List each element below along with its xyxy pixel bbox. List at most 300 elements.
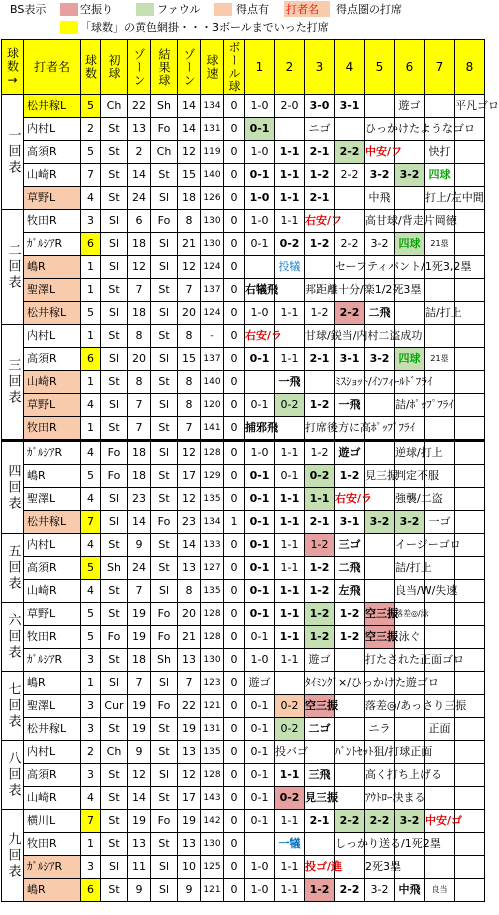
pitch-cell-6: 泳ぐ — [395, 626, 425, 649]
zone-2: 19 — [178, 810, 201, 833]
result-pitch: Sl — [151, 441, 178, 465]
pitch-count: 1 — [81, 325, 101, 348]
first-pitch: St — [101, 810, 128, 833]
ball-count: 0 — [224, 441, 245, 465]
result-pitch: Fo — [151, 626, 178, 649]
pitch-cell-3 — [305, 256, 335, 279]
pitch-cell-3: 2-1 — [305, 348, 335, 371]
speed: 131 — [201, 118, 224, 141]
pitch-cell-1: 0-1 — [245, 787, 275, 810]
zone-2: 8 — [178, 580, 201, 603]
pitch-cell-3: 三飛 — [305, 764, 335, 787]
pitch-cell-8 — [455, 856, 485, 879]
pitch-cell-2: 投犠 — [275, 256, 305, 279]
legend-swatch-strike — [60, 3, 78, 16]
table-body — [2, 95, 499, 902]
first-pitch: Sl — [101, 488, 128, 511]
first-pitch: Sl — [101, 856, 128, 879]
first-pitch: St — [101, 833, 128, 856]
ball-count: 0 — [224, 856, 245, 879]
table-row — [2, 810, 485, 833]
zone-2: 13 — [178, 557, 201, 580]
legend-foul: ファウル — [157, 3, 201, 16]
header-pitch-8: 8 — [455, 40, 485, 95]
pitch-cell-8 — [455, 672, 485, 695]
zone-1: 24 — [128, 557, 151, 580]
pitch-cell-5: 中飛 — [365, 187, 395, 210]
pitch-count: 5 — [81, 557, 101, 580]
pitch-cell-8 — [455, 488, 485, 511]
first-pitch: St — [101, 279, 128, 302]
first-pitch: Sl — [101, 233, 128, 256]
pitch-cell-1: 1-0 — [245, 649, 275, 672]
pitch-cell-3: 1-2 — [305, 557, 335, 580]
zone-1: 18 — [128, 233, 151, 256]
speed: 135 — [201, 488, 224, 511]
result-pitch: St — [151, 488, 178, 511]
pitch-cell-2: 1-1 — [275, 580, 305, 603]
result-pitch: St — [151, 325, 178, 348]
pitch-cell-3: 3-0 — [305, 95, 335, 118]
pitch-cell-3: ﾀｲﾐﾝｸﾞ×/ひっかけた遊ゴロ — [305, 672, 335, 695]
pitch-cell-3: 2-1 — [305, 187, 335, 210]
legend-batter: 打者名 — [286, 3, 319, 16]
pitch-cell-1: 0-1 — [245, 465, 275, 488]
table-row — [2, 279, 485, 302]
pitch-cell-3: 1-2 — [305, 233, 335, 256]
zone-2: 8 — [178, 371, 201, 394]
table-row — [2, 394, 485, 417]
pitch-cell-7 — [425, 626, 455, 649]
batter-name: 内村L — [24, 534, 81, 557]
ball-count: 0 — [224, 603, 245, 626]
legend-scoring-pos: 得点圏の打席 — [336, 3, 402, 16]
pitch-cell-6: 詰/打上 — [395, 557, 425, 580]
pitch-cell-3: 0-2 — [305, 465, 335, 488]
pitch-cell-1: 0-1 — [245, 603, 275, 626]
pitch-cell-3: 1-2 — [305, 164, 335, 187]
pitch-cell-4: 1-2 — [335, 626, 365, 649]
pitch-cell-8 — [455, 764, 485, 787]
zone-1: 19 — [128, 695, 151, 718]
pitch-cell-4: 一飛 — [335, 394, 365, 417]
pitch-cell-1: 0-1 — [245, 394, 275, 417]
zone-1: 7 — [128, 394, 151, 417]
result-pitch: Sl — [151, 764, 178, 787]
pitch-count: 4 — [81, 534, 101, 557]
pitch-cell-3: 1-2 — [305, 879, 335, 902]
zone-1: 14 — [128, 511, 151, 534]
header-count-arrow: 球数→ — [2, 40, 24, 95]
pitch-cell-4 — [335, 187, 365, 210]
pitch-cell-3: 右安/フ — [305, 210, 335, 233]
pitch-count: 3 — [81, 649, 101, 672]
pitch-cell-3: 2-1 — [305, 810, 335, 833]
batter-name: 山崎R — [24, 787, 81, 810]
ball-count: 0 — [224, 695, 245, 718]
pitch-cell-4 — [335, 695, 365, 718]
pitch-cell-3: 1-2 — [305, 394, 335, 417]
zone-2: 17 — [178, 787, 201, 810]
pitch-cell-7 — [425, 417, 455, 441]
batter-name: 山崎R — [24, 371, 81, 394]
first-pitch: Sl — [101, 210, 128, 233]
pitch-cell-7 — [425, 325, 455, 348]
inning-label: 一回表 — [2, 95, 24, 210]
zone-1: 14 — [128, 164, 151, 187]
batter-name: 高須R — [24, 141, 81, 164]
pitch-cell-1: 0-1 — [245, 741, 275, 764]
pitch-cell-4: 遊ゴ — [335, 441, 365, 465]
pitch-cell-2: 1-1 — [275, 348, 305, 371]
pitch-count: 3 — [81, 695, 101, 718]
pitch-cell-8: 平凡ゴロ — [455, 95, 485, 118]
result-pitch: Sl — [151, 348, 178, 371]
pitch-cell-1: 遊ゴ — [245, 672, 275, 695]
pitch-cell-1: 捕邪飛 — [245, 417, 275, 441]
pitch-cell-4: 1-2 — [335, 465, 365, 488]
header-pitch-7: 7 — [425, 40, 455, 95]
first-pitch: Fo — [101, 626, 128, 649]
result-pitch: Sh — [151, 649, 178, 672]
table-row — [2, 557, 485, 580]
pitch-cell-7: 正面 — [425, 718, 455, 741]
zone-2: 12 — [178, 441, 201, 465]
pitch-cell-7: 詰/打上 — [425, 302, 455, 325]
speed: 137 — [201, 348, 224, 371]
pitch-cell-2: 1-1 — [275, 649, 305, 672]
first-pitch: Sl — [101, 511, 128, 534]
pitch-cell-5: 空三振 — [365, 603, 395, 626]
pitch-count: 1 — [81, 279, 101, 302]
batter-name: 牧田R — [24, 833, 81, 856]
speed: 135 — [201, 580, 224, 603]
pitch-cell-5: 3-2 — [365, 511, 395, 534]
batter-name: 嶋R — [24, 256, 81, 279]
pitch-count: 1 — [81, 417, 101, 441]
zone-2: 12 — [178, 764, 201, 787]
pitch-cell-5: 空三振 — [365, 626, 395, 649]
pitch-cell-8 — [455, 279, 485, 302]
zone-1: 7 — [128, 672, 151, 695]
header-first-pitch: 初球 — [101, 40, 128, 95]
result-pitch: Fo — [151, 118, 178, 141]
pitch-cell-5: 二飛 — [365, 302, 395, 325]
pitch-cell-4: ﾊﾞﾝﾄｾｯﾄ狙/打球正面 — [335, 741, 365, 764]
zone-2: 14 — [178, 118, 201, 141]
ball-count: 0 — [224, 348, 245, 371]
pitch-cell-1: 1-0 — [245, 95, 275, 118]
batter-name: 山崎R — [24, 580, 81, 603]
ball-count: 0 — [224, 210, 245, 233]
pitch-cell-6: 3-2 — [395, 511, 425, 534]
zone-1: 19 — [128, 810, 151, 833]
pitch-cell-3: 1-2 — [305, 441, 335, 465]
pitch-count: 1 — [81, 371, 101, 394]
first-pitch: Ch — [101, 95, 128, 118]
pitch-count: 2 — [81, 118, 101, 141]
first-pitch: St — [101, 787, 128, 810]
first-pitch: St — [101, 164, 128, 187]
result-pitch: Fo — [151, 695, 178, 718]
pitch-cell-6: 良当/W/失速 — [395, 580, 425, 603]
table-row — [2, 626, 485, 649]
pitch-cell-1: 0-1 — [245, 764, 275, 787]
ball-count: 0 — [224, 672, 245, 695]
pitch-cell-4: 三ゴ — [335, 534, 365, 557]
pitch-cell-6: 3-2 — [395, 164, 425, 187]
pitch-cell-5: 3-2 — [365, 164, 395, 187]
pitch-cell-1: 0-1 — [245, 695, 275, 718]
zone-2: 15 — [178, 164, 201, 187]
zone-1: 19 — [128, 626, 151, 649]
zone-1: 8 — [128, 325, 151, 348]
speed: 125 — [201, 856, 224, 879]
pitch-cell-1: 右安/ラ — [245, 325, 275, 348]
pitch-count: 6 — [81, 879, 101, 902]
table-row — [2, 325, 485, 348]
result-pitch: Fo — [151, 210, 178, 233]
pitch-cell-3: 1-2 — [305, 603, 335, 626]
speed: 127 — [201, 557, 224, 580]
speed: 121 — [201, 879, 224, 902]
pitch-cell-7: 中安/ゴ — [425, 810, 455, 833]
batter-name: 横川L — [24, 810, 81, 833]
pitch-cell-2: 1-1 — [275, 187, 305, 210]
pitch-cell-4 — [335, 787, 365, 810]
zone-2: 13 — [178, 649, 201, 672]
speed: 130 — [201, 210, 224, 233]
zone-1: 8 — [128, 371, 151, 394]
speed: 123 — [201, 672, 224, 695]
pitch-cell-2: 1-1 — [275, 856, 305, 879]
batter-name: 牧田R — [24, 626, 81, 649]
pitch-cell-8 — [455, 557, 485, 580]
batter-name: ｶﾞﾙｼｱR — [24, 649, 81, 672]
zone-1: 18 — [128, 441, 151, 465]
pitch-cell-4: 2-2 — [335, 302, 365, 325]
pitch-cell-8 — [455, 325, 485, 348]
legend — [0, 0, 487, 38]
result-pitch: Sl — [151, 856, 178, 879]
ball-count: 0 — [224, 649, 245, 672]
ball-count: 0 — [224, 325, 245, 348]
pitch-cell-8 — [455, 511, 485, 534]
pitch-cell-8 — [455, 787, 485, 810]
batter-name: 内村L — [24, 325, 81, 348]
pitch-cell-3 — [305, 741, 335, 764]
pitch-cell-5: 2-2 — [365, 810, 395, 833]
result-pitch: St — [151, 465, 178, 488]
pitch-cell-4: 2-2 — [335, 233, 365, 256]
header-pitch-6: 6 — [395, 40, 425, 95]
batter-name: ｶﾞﾙｼｱR — [24, 441, 81, 465]
zone-2: 21 — [178, 626, 201, 649]
result-pitch: Sl — [151, 256, 178, 279]
first-pitch: St — [101, 534, 128, 557]
zone-2: 14 — [178, 95, 201, 118]
batter-name: 草野L — [24, 187, 81, 210]
legend-swatch-yellow — [60, 21, 78, 34]
ball-count: 0 — [224, 534, 245, 557]
pitch-cell-1: 1-0 — [245, 210, 275, 233]
ball-count: 0 — [224, 488, 245, 511]
pitch-cell-5: 高甘球/背走片岡徳 — [365, 210, 395, 233]
table-row — [2, 879, 485, 902]
pitch-cell-5: 高く打ち上げる — [365, 764, 395, 787]
pitch-cell-6: 詰/ﾎﾟｯﾌﾟﾌﾗｲ — [395, 394, 425, 417]
pitch-cell-8 — [455, 465, 485, 488]
pitch-cell-2: 1-1 — [275, 141, 305, 164]
pitch-cell-1: 0-1 — [245, 348, 275, 371]
pitch-cell-2: 1-1 — [275, 210, 305, 233]
pitch-cell-5: ニラ — [365, 718, 395, 741]
zone-1: 7 — [128, 580, 151, 603]
pitch-cell-2: 一犠 — [275, 833, 305, 856]
table-row — [2, 302, 485, 325]
pitch-cell-2: 1-1 — [275, 879, 305, 902]
pitch-cell-2: 0-2 — [275, 233, 305, 256]
pitch-cell-5: 2死3塁 — [365, 856, 395, 879]
pitch-cell-4: 2-2 — [335, 879, 365, 902]
box-score-table — [1, 39, 499, 902]
speed: 128 — [201, 626, 224, 649]
header-ball: ボール球 — [224, 40, 245, 95]
pitch-count: 5 — [81, 141, 101, 164]
zone-1: 19 — [128, 603, 151, 626]
zone-1: 13 — [128, 118, 151, 141]
batter-name: 内村L — [24, 741, 81, 764]
ball-count: 0 — [224, 118, 245, 141]
pitch-cell-8 — [455, 394, 485, 417]
pitch-cell-5: 3-2 — [365, 233, 395, 256]
pitch-cell-7: 21塁 — [425, 348, 455, 371]
pitch-cell-8 — [455, 833, 485, 856]
pitch-cell-5: 3-2 — [365, 348, 395, 371]
zone-1: 23 — [128, 488, 151, 511]
pitch-cell-5: 中安/フ — [365, 141, 395, 164]
pitch-cell-3 — [305, 833, 335, 856]
first-pitch: Fo — [101, 465, 128, 488]
zone-1: 6 — [128, 210, 151, 233]
pitch-cell-1: 0-1 — [245, 233, 275, 256]
pitch-cell-6: イージーゴロ — [395, 534, 425, 557]
pitch-cell-4 — [335, 764, 365, 787]
zone-1: 20 — [128, 348, 151, 371]
pitch-cell-2: 1-1 — [275, 164, 305, 187]
pitch-cell-3: 甘球/鋭当/内村二盗成功 — [305, 325, 335, 348]
pitch-cell-4 — [335, 118, 365, 141]
pitch-cell-3: 1-2 — [305, 626, 335, 649]
first-pitch: St — [101, 649, 128, 672]
pitch-cell-1 — [245, 371, 275, 394]
first-pitch: St — [101, 417, 128, 441]
pitch-cell-7: 良当 — [425, 879, 455, 902]
zone-2: 22 — [178, 695, 201, 718]
pitch-cell-5 — [365, 557, 395, 580]
pitch-cell-1: 1-0 — [245, 141, 275, 164]
zone-2: 19 — [178, 718, 201, 741]
header-zone-2: ゾーン — [178, 40, 201, 95]
header-pitch-1: 1 — [245, 40, 275, 95]
table-row — [2, 833, 485, 856]
pitch-cell-3: 1-2 — [305, 580, 335, 603]
first-pitch: St — [101, 764, 128, 787]
zone-2: 20 — [178, 302, 201, 325]
first-pitch: St — [101, 879, 128, 902]
first-pitch: Fo — [101, 441, 128, 465]
first-pitch: Sl — [101, 672, 128, 695]
pitch-cell-4: 2-2 — [335, 810, 365, 833]
pitch-cell-2 — [275, 118, 305, 141]
pitch-cell-2: 一飛 — [275, 371, 305, 394]
pitch-cell-7 — [425, 856, 455, 879]
result-pitch: St — [151, 417, 178, 441]
pitch-cell-7 — [425, 279, 455, 302]
table-row — [2, 256, 485, 279]
pitch-count: 5 — [81, 302, 101, 325]
pitch-cell-3: 二ゴ — [305, 718, 335, 741]
header-pitch-2: 2 — [275, 40, 305, 95]
result-pitch: Sl — [151, 672, 178, 695]
zone-1: 9 — [128, 741, 151, 764]
pitch-cell-6: 四球 — [395, 348, 425, 371]
batter-name: 嶋R — [24, 465, 81, 488]
pitch-cell-8 — [455, 417, 485, 441]
pitch-cell-4: 3-1 — [335, 348, 365, 371]
pitch-cell-3: 遊ゴ — [305, 649, 335, 672]
pitch-cell-5 — [365, 441, 395, 465]
pitch-cell-1: 1-0 — [245, 302, 275, 325]
pitch-count: 2 — [81, 741, 101, 764]
table-row — [2, 511, 485, 534]
pitch-count: 5 — [81, 603, 101, 626]
result-pitch: Ch — [151, 141, 178, 164]
pitch-cell-1: 0-1 — [245, 580, 275, 603]
pitch-cell-4: しっかり送る/1死2塁 — [335, 833, 365, 856]
batter-name: 嶋R — [24, 879, 81, 902]
legend-swatch-scored — [214, 3, 232, 16]
pitch-cell-4: 左飛 — [335, 580, 365, 603]
pitch-cell-1: 0-1 — [245, 511, 275, 534]
table-row — [2, 649, 485, 672]
pitch-cell-4: ﾐｽｼｮｯﾄ/ｲﾝﾌｨｰﾙﾄﾞﾌﾗｲ — [335, 371, 365, 394]
first-pitch: Sl — [101, 394, 128, 417]
pitch-count: 6 — [81, 233, 101, 256]
speed: 126 — [201, 187, 224, 210]
batter-name: 聖澤L — [24, 695, 81, 718]
inning-label: 四回表 — [2, 441, 24, 534]
table-row — [2, 348, 485, 371]
table-row — [2, 371, 485, 394]
pitch-cell-1: 1-0 — [245, 856, 275, 879]
pitch-cell-6: 四球 — [395, 233, 425, 256]
table-row — [2, 534, 485, 557]
pitch-cell-5 — [365, 394, 395, 417]
pitch-cell-7 — [425, 603, 455, 626]
zone-2: 15 — [178, 348, 201, 371]
table-row — [2, 741, 485, 764]
ball-count: 0 — [224, 833, 245, 856]
pitch-cell-2: 0-2 — [275, 695, 305, 718]
zone-1: 12 — [128, 764, 151, 787]
pitch-cell-7: 快打 — [425, 141, 455, 164]
pitch-cell-1 — [245, 256, 275, 279]
pitch-cell-3: 打席後方に高ﾎﾟｯﾌﾟﾌﾗｲ — [305, 417, 335, 441]
speed: 134 — [201, 95, 224, 118]
pitch-cell-5: ｱｳﾄﾛｰ決まる — [365, 787, 395, 810]
pitch-cell-3: 1-2 — [305, 302, 335, 325]
